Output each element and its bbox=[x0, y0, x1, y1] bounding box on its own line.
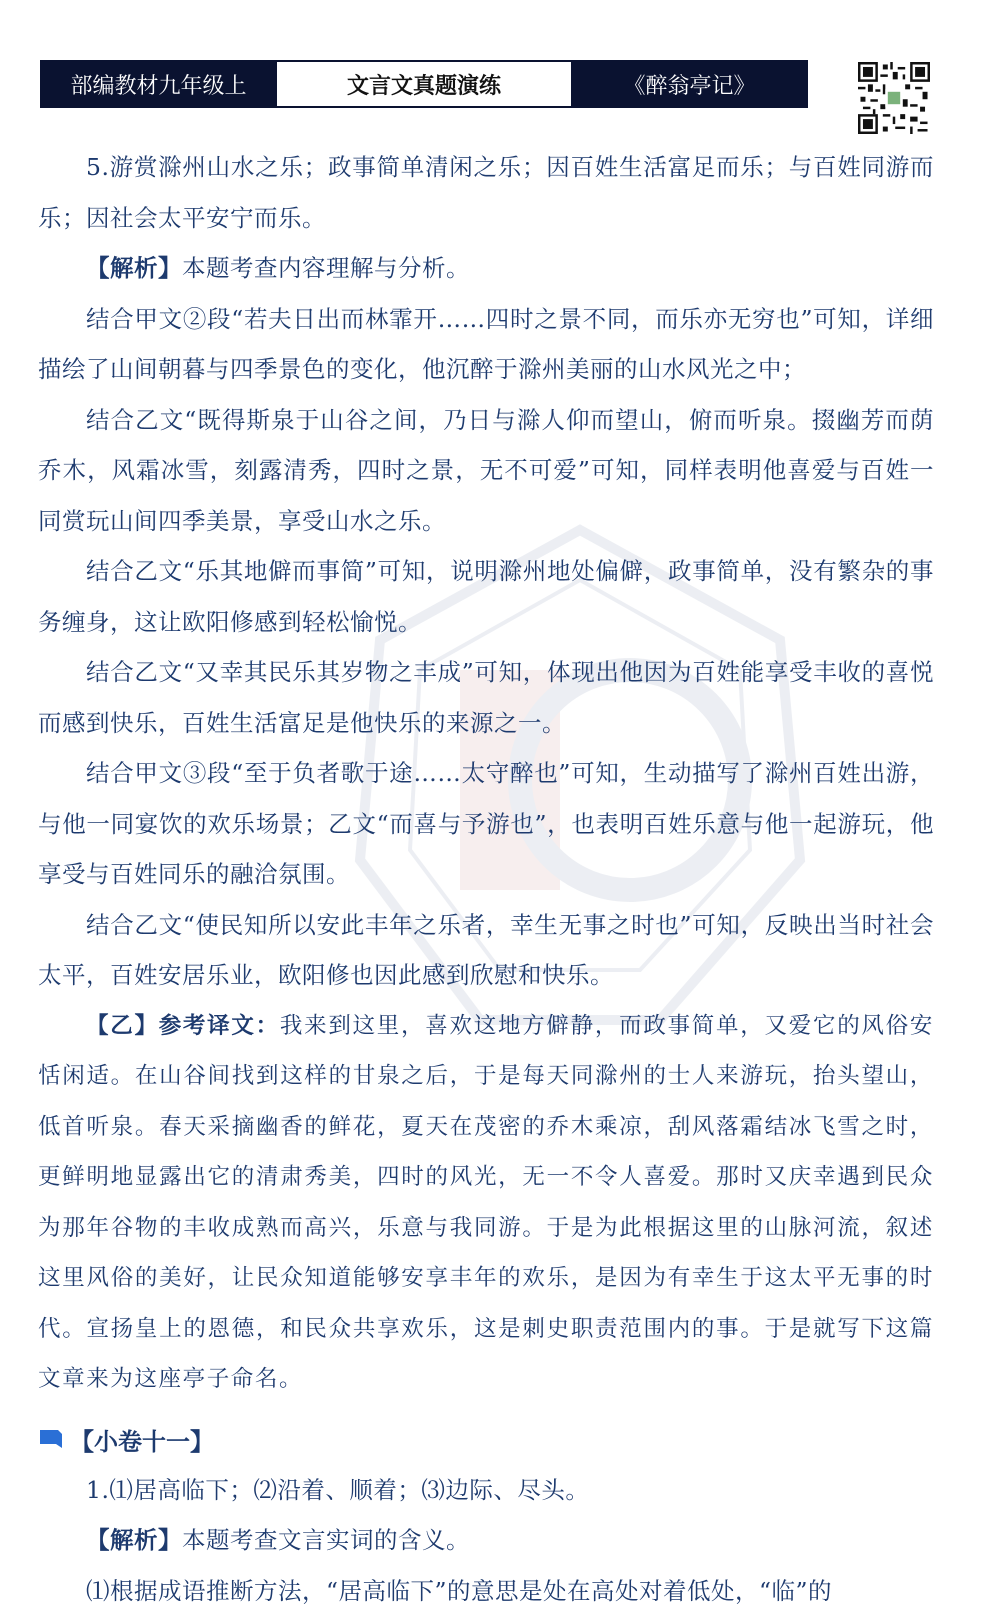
answer-5: 5.游赏滁州山水之乐；政事简单清闲之乐；因百姓生活富足而乐；与百姓同游而乐；因社会太平安宁而乐。 bbox=[38, 153, 934, 232]
analysis-block-2 bbox=[38, 1515, 934, 1566]
header-textbook-label: 部编教材九年级上 bbox=[42, 62, 275, 106]
analysis-paragraph: 结合甲文②段“若夫日出而林霏开……四时之景不同，而乐亦无穷也”可知，详细描绘了山间朝暮与四季景色的变化，他沉醉于滁州美丽的山水风光之中； bbox=[38, 304, 934, 383]
reference-translation bbox=[38, 1001, 934, 1405]
analysis-tag: 【解析】 bbox=[86, 254, 182, 282]
translation-tag: 【乙】参考译文： bbox=[86, 1012, 280, 1039]
answer-1: 1.⑴居高临下；⑵沿着、顺着；⑶边际、尽头。 bbox=[86, 1475, 590, 1504]
analysis-paragraph: 结合乙文“又幸其民乐其岁物之丰成”可知，体现出他因为百姓能享受丰收的喜悦而感到快乐，百姓生活富足是他快乐的来源之一。 bbox=[38, 658, 934, 737]
translation-text: 我来到这里，喜欢这地方僻静，而政事简单，又爱它的风俗安恬闲适。在山谷间找到这样的甘泉之后，于是每天同滁州的士人来游玩，抬头望山，低首听泉。春天采摘幽香的鲜花，夏天在茂密的乔木乘凉，刮风落霜结冰飞雪之时，更鲜明地显露出它的清肃秀美，四时的风光，无一不令人喜爱。那时又庆幸遇到民众为那年谷物的丰收成熟而高兴，乐意与我同游。于是为此根据这里的山脉河流，叙述这里风俗的美好，让民众知道能够安享丰年的欢乐，是因为有幸生于这太平无事的时代。宣扬皇上的恩德，和民众共享欢乐，这是刺史职责范围内的事。于是就写下这篇文章来为这座亭子命名。 bbox=[38, 1012, 934, 1392]
section-title: 【小卷十一】 bbox=[70, 1427, 214, 1456]
analysis-intro-2: 本题考查文言实词的含义。 bbox=[182, 1526, 470, 1554]
analysis-paragraph: 结合乙文“乐其地僻而事简”可知，说明滁州地处偏僻，政事简单，没有繁杂的事务缠身，这让欧阳修感到轻松愉悦。 bbox=[38, 557, 934, 636]
qr-code-icon bbox=[858, 62, 930, 134]
bookmark-icon bbox=[38, 1428, 64, 1452]
analysis-paragraph: 结合乙文“使民知所以安此丰年之乐者，幸生无事之时也”可知，反映出当时社会太平，百姓安居乐业，欧阳修也因此感到欣慰和快乐。 bbox=[38, 910, 934, 989]
header-lesson-title: 《醉翁亭记》 bbox=[573, 62, 806, 106]
section-heading bbox=[38, 1415, 934, 1465]
analysis-paragraph: 结合乙文“既得斯泉于山谷之间，乃日与滁人仰而望山，俯而听泉。掇幽芳而荫乔木，风霜冰雪，刻露清秀，四时之景，无不可爱”可知，同样表明他喜爱与百姓一同赏玩山间四季美景，享受山水之乐。 bbox=[38, 405, 934, 535]
page-header bbox=[40, 60, 808, 108]
page-content bbox=[38, 142, 934, 1616]
analysis-paragraph: ⑴根据成语推断方法，“居高临下”的意思是处在高处对着低处，“临”的 bbox=[86, 1576, 833, 1605]
analysis-tag: 【解析】 bbox=[86, 1526, 182, 1554]
analysis-paragraph: 结合甲文③段“至于负者歌于途……太守醉也”可知，生动描写了滁州百姓出游，与他一同宴饮的欢乐场景；乙文“而喜与予游也”，也表明百姓乐意与他一起游玩，他享受与百姓同乐的融洽氛围。 bbox=[38, 759, 934, 888]
header-title: 文言文真题演练 bbox=[275, 62, 573, 106]
analysis-block bbox=[38, 243, 934, 294]
analysis-intro: 本题考查内容理解与分析。 bbox=[182, 254, 470, 282]
